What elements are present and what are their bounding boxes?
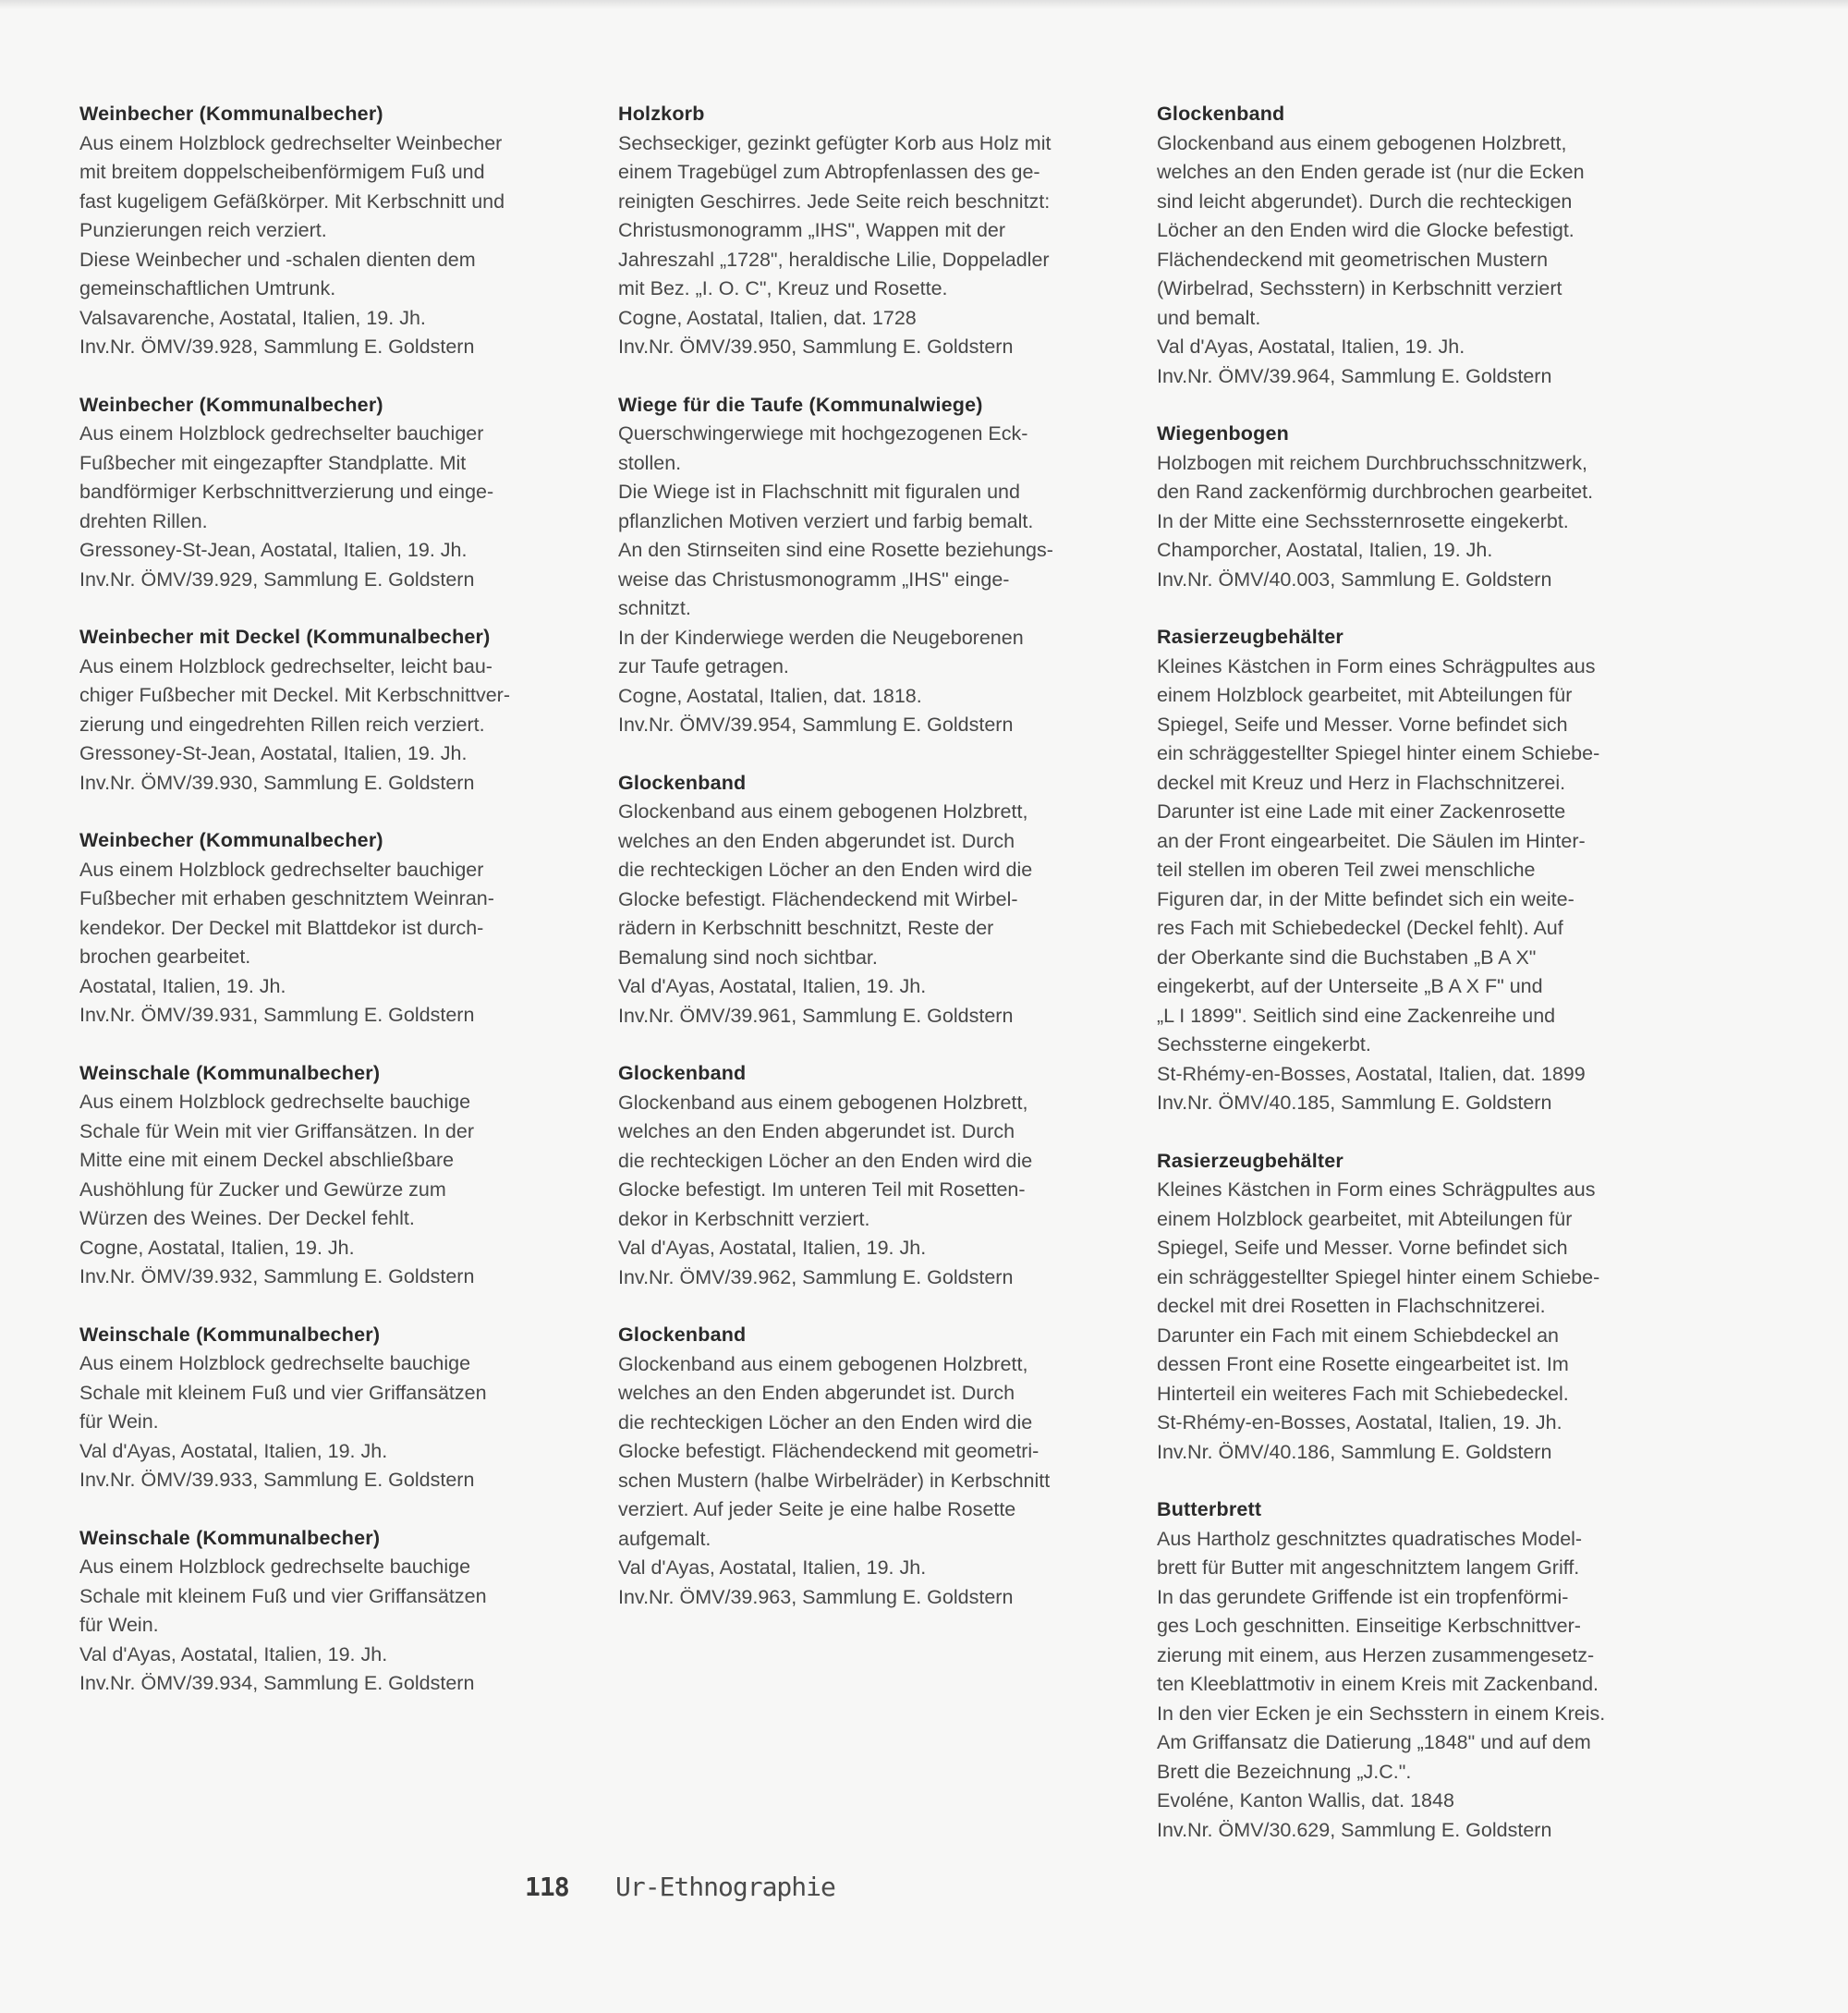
entry-inventory: Inv.Nr. ÖMV/40.185, Sammlung E. Goldstern	[1157, 1092, 1552, 1114]
entry-description: Glockenband aus einem gebogenen Holzbrett, welches an den Enden gerade ist (nur die Ecken sind leicht abgerundet). Durch die rechteckigen Löcher an den Enden wird die Glocke befestigt. Flächendeckend mit geometrischen Mustern (Wirbelrad, Sechsstern) in Kerbschnitt verziert und bemalt.	[1157, 131, 1585, 329]
entry-title: Weinbecher (Kommunalbecher)	[79, 393, 383, 416]
catalog-entry	[1157, 100, 1660, 391]
catalog-entry	[1157, 623, 1660, 1118]
entry-title: Rasierzeugbehälter	[1157, 626, 1343, 648]
entry-description: Aus Hartholz geschnitztes quadratisches Model- brett für Butter mit angeschnitztem langem Griff. In das gerundete Griffende ist ein tropfenförmi- ges Loch geschnitten. Einseitige Kerbschnittver- zierung mit einem, aus Herzen zusammengesetz- ten Kleeblattmotiv in einem Kreis mit Zackenband. In den vier Ecken je ein Sechsstern in einem Kreis. Am Griffansatz die Datierung „1848" und auf dem Brett die Bezeichnung „J.C.".	[1157, 1527, 1606, 1783]
entry-description: Aus einem Holzblock gedrechselte bauchige Schale mit kleinem Fuß und vier Griffansätzen für Wein.	[79, 1556, 487, 1636]
running-title: Ur-Ethnographie	[615, 1872, 835, 1902]
catalog-entry	[79, 623, 583, 798]
entry-title: Glockenband	[618, 1324, 747, 1346]
entry-origin: Val d'Ayas, Aostatal, Italien, 19. Jh.	[618, 1237, 927, 1259]
entry-inventory: Inv.Nr. ÖMV/39.962, Sammlung E. Goldstern	[618, 1265, 1014, 1288]
entry-title: Glockenband	[618, 1062, 747, 1084]
entry-description: Aus einem Holzblock gedrechselter bauchiger Fußbecher mit erhaben geschnitztem Weinran- kendekor. Der Deckel mit Blattdekor ist durch- brochen gearbeitet.	[79, 858, 494, 968]
top-edge-shadow	[0, 0, 1848, 9]
entry-title: Weinschale (Kommunalbecher)	[79, 1323, 381, 1346]
column-right	[1157, 100, 1660, 1873]
entry-description: Sechseckiger, gezinkt gefügter Korb aus Holz mit einem Tragebügel zum Abtropfenlassen des ge- reinigten Geschirres. Jede Seite reich beschnitzt: Christusmonogramm „IHS", Wappen mit der Jahreszahl „1728", heraldische Lilie, Doppeladler mit Bez. „I. O. C", Kreuz und Rosette.	[618, 131, 1052, 299]
entry-origin: Val d'Ayas, Aostatal, Italien, 19. Jh.	[79, 1439, 388, 1462]
entry-description: Aus einem Holzblock gedrechselte bauchige Schale für Wein mit vier Griffansätzen. In der Mitte eine mit einem Deckel abschließbare Aushöhlung für Zucker und Gewürze zum Würzen des Weines. Der Deckel fehlt.	[79, 1091, 474, 1229]
entry-title: Wiegenbogen	[1157, 422, 1289, 445]
catalog-entry	[1157, 420, 1660, 594]
catalog-entry	[618, 1059, 1122, 1292]
entry-description: Querschwingerwiege mit hochgezogenen Eck- stollen. Die Wiege ist in Flachschnitt mit figuralen und pflanzlichen Motiven verziert und farbig bemalt. An den Stirnseiten sind eine Rosette beziehungs- weise das Christusmonogramm „IHS" einge- schnitzt. In der Kinderwiege werden die Neugeborenen zur Taufe getragen.	[618, 422, 1053, 677]
catalog-entry	[1157, 1495, 1660, 1845]
catalog-entry	[1157, 1147, 1660, 1468]
entry-title: Glockenband	[618, 771, 747, 794]
entry-origin: Cogne, Aostatal, Italien, dat. 1728	[618, 306, 917, 329]
catalog-entry	[618, 1321, 1122, 1612]
entry-inventory: Inv.Nr. ÖMV/39.932, Sammlung E. Goldstern	[79, 1265, 475, 1287]
entry-inventory: Inv.Nr. ÖMV/39.963, Sammlung E. Goldstern	[618, 1585, 1014, 1608]
column-left	[79, 100, 583, 1727]
catalog-entry	[79, 100, 583, 362]
entry-description: Aus einem Holzblock gedrechselte bauchige Schale mit kleinem Fuß und vier Griffansätzen für Wein.	[79, 1352, 487, 1433]
entry-inventory: Inv.Nr. ÖMV/39.954, Sammlung E. Goldstern	[618, 714, 1014, 736]
entry-description: Kleines Kästchen in Form eines Schrägpultes aus einem Holzblock gearbeitet, mit Abteilungen für Spiegel, Seife und Messer. Vorne befindet sich ein schräggestellter Spiegel hinter einem Schiebe- deckel mit drei Rosetten in Flachschnitzerei. Darunter ein Fach mit einem Schiebdeckel an dessen Front eine Rosette eingearbeitet ist. Im Hinterteil ein weiteres Fach mit Schiebedeckel.	[1157, 1178, 1600, 1405]
entry-inventory: Inv.Nr. ÖMV/40.003, Sammlung E. Goldstern	[1157, 567, 1552, 591]
entry-inventory: Inv.Nr. ÖMV/39.931, Sammlung E. Goldstern	[79, 1004, 475, 1026]
page-number: 118	[525, 1872, 569, 1902]
entry-title: Wiege für die Taufe (Kommunalwiege)	[618, 393, 983, 416]
entry-description: Holzbogen mit reichem Durchbruchsschnitzwerk, den Rand zackenförmig durchbrochen gearbeitet. In der Mitte eine Sechssternrosette eingekerbt.	[1157, 451, 1594, 532]
catalog-entry	[79, 1059, 583, 1292]
catalog-entry	[79, 1524, 583, 1699]
entry-origin: Valsavarenche, Aostatal, Italien, 19. Jh.	[79, 306, 426, 329]
column-middle	[618, 100, 1122, 1641]
entry-origin: Val d'Ayas, Aostatal, Italien, 19. Jh.	[618, 1556, 927, 1579]
entry-inventory: Inv.Nr. ÖMV/39.928, Sammlung E. Goldstern	[79, 336, 475, 358]
entry-origin: Val d'Ayas, Aostatal, Italien, 19. Jh.	[618, 975, 927, 997]
entry-inventory: Inv.Nr. ÖMV/39.930, Sammlung E. Goldstern	[79, 771, 475, 794]
entry-title: Rasierzeugbehälter	[1157, 1149, 1343, 1172]
entry-title: Weinbecher (Kommunalbecher)	[79, 103, 383, 125]
entry-description: Glockenband aus einem gebogenen Holzbrett, welches an den Enden abgerundet ist. Durch die rechteckigen Löcher an den Enden wird die Glocke befestigt. Im unteren Teil mit Rosetten- dekor in Kerbschnitt verziert.	[618, 1091, 1033, 1230]
entry-description: Aus einem Holzblock gedrechselter Weinbecher mit breitem doppelscheibenförmigem Fuß und fast kugeligem Gefäßkörper. Mit Kerbschnitt und Punzierungen reich verziert. Diese Weinbecher und -schalen dienten dem gemeinschaftlichen Umtrunk.	[79, 131, 505, 299]
entry-description: Aus einem Holzblock gedrechselter bauchiger Fußbecher mit eingezapfter Standplatte. Mit bandförmiger Kerbschnittverzierung und einge- drehten Rillen.	[79, 422, 494, 532]
page-footer	[0, 1869, 1848, 1906]
entry-title: Weinbecher mit Deckel (Kommunalbecher)	[79, 626, 491, 648]
entry-origin: Gressoney-St-Jean, Aostatal, Italien, 19. Jh.	[79, 539, 468, 561]
entry-origin: Evoléne, Kanton Wallis, dat. 1848	[1157, 1789, 1454, 1812]
entry-inventory: Inv.Nr. ÖMV/30.629, Sammlung E. Goldstern	[1157, 1818, 1552, 1841]
entry-title: Weinschale (Kommunalbecher)	[79, 1061, 381, 1084]
entry-inventory: Inv.Nr. ÖMV/39.929, Sammlung E. Goldstern	[79, 567, 475, 591]
catalog-entry	[79, 826, 583, 1031]
entry-title: Weinschale (Kommunalbecher)	[79, 1526, 381, 1549]
entry-title: Butterbrett	[1157, 1498, 1262, 1520]
entry-title: Holzkorb	[618, 103, 705, 125]
entry-inventory: Inv.Nr. ÖMV/40.186, Sammlung E. Goldstern	[1157, 1440, 1552, 1463]
entry-origin: Gressoney-St-Jean, Aostatal, Italien, 19. Jh.	[79, 742, 468, 764]
entry-origin: Aostatal, Italien, 19. Jh.	[79, 974, 286, 997]
entry-description: Glockenband aus einem gebogenen Holzbrett, welches an den Enden abgerundet ist. Durch die rechteckigen Löcher an den Enden wird die Glocke befestigt. Flächendeckend mit Wirbel- rädern in Kerbschnitt beschnitzt, Reste der Bemalung sind noch sichtbar.	[618, 800, 1033, 969]
catalog-entry	[618, 391, 1122, 740]
entry-description: Aus einem Holzblock gedrechselter, leicht bau- chiger Fußbecher mit Deckel. Mit Kerbschnittver- zierung und eingedrehten Rillen reich verziert.	[79, 654, 510, 736]
entry-origin: St-Rhémy-en-Bosses, Aostatal, Italien, 19. Jh.	[1157, 1411, 1562, 1434]
catalog-entry	[79, 391, 583, 595]
entry-origin: St-Rhémy-en-Bosses, Aostatal, Italien, dat. 1899	[1157, 1062, 1586, 1085]
entry-origin: Val d'Ayas, Aostatal, Italien, 19. Jh.	[1157, 336, 1465, 358]
entry-inventory: Inv.Nr. ÖMV/39.933, Sammlung E. Goldstern	[79, 1469, 475, 1491]
entry-description: Glockenband aus einem gebogenen Holzbrett, welches an den Enden abgerundet ist. Durch die rechteckigen Löcher an den Enden wird die Glocke befestigt. Flächendeckend mit geometri- schen Mustern (halbe Wirbelräder) in Kerbschnitt verziert. Auf jeder Seite je eine halbe Rosette aufgemalt.	[618, 1352, 1051, 1550]
entry-inventory: Inv.Nr. ÖMV/39.934, Sammlung E. Goldstern	[79, 1672, 475, 1694]
catalog-entry	[79, 1321, 583, 1495]
entry-description: Kleines Kästchen in Form eines Schrägpultes aus einem Holzblock gearbeitet, mit Abteilungen für Spiegel, Seife und Messer. Vorne befindet sich ein schräggestellter Spiegel hinter einem Schiebe- deckel mit Kreuz und Herz in Flachschnitzerei. Darunter ist eine Lade mit einer Zackenrosette an der Front eingearbeitet. Die Säulen im Hinter- teil stellen im oberen Teil zwei menschliche Figuren dar, in der Mitte befindet sich ein weite- res Fach mit Schiebedeckel (Deckel fehlt). Auf der Oberkante sind die Buchstaben „B A X" eingekerbt, auf der Unterseite „B A X F" und „L I 1899". Seitlich sind eine Zackenreihe und Sechssterne eingekerbt.	[1157, 654, 1600, 1055]
entry-inventory: Inv.Nr. ÖMV/39.964, Sammlung E. Goldstern	[1157, 364, 1552, 387]
entry-title: Glockenband	[1157, 103, 1285, 125]
catalog-entry	[618, 100, 1122, 362]
entry-inventory: Inv.Nr. ÖMV/39.950, Sammlung E. Goldstern	[618, 336, 1014, 358]
entry-origin: Champorcher, Aostatal, Italien, 19. Jh.	[1157, 539, 1493, 561]
entry-title: Weinbecher (Kommunalbecher)	[79, 829, 383, 851]
entry-origin: Cogne, Aostatal, Italien, dat. 1818.	[618, 684, 922, 707]
entry-origin: Cogne, Aostatal, Italien, 19. Jh.	[79, 1236, 355, 1259]
entry-inventory: Inv.Nr. ÖMV/39.961, Sammlung E. Goldstern	[618, 1004, 1014, 1027]
entry-origin: Val d'Ayas, Aostatal, Italien, 19. Jh.	[79, 1642, 388, 1665]
catalog-entry	[618, 769, 1122, 1031]
